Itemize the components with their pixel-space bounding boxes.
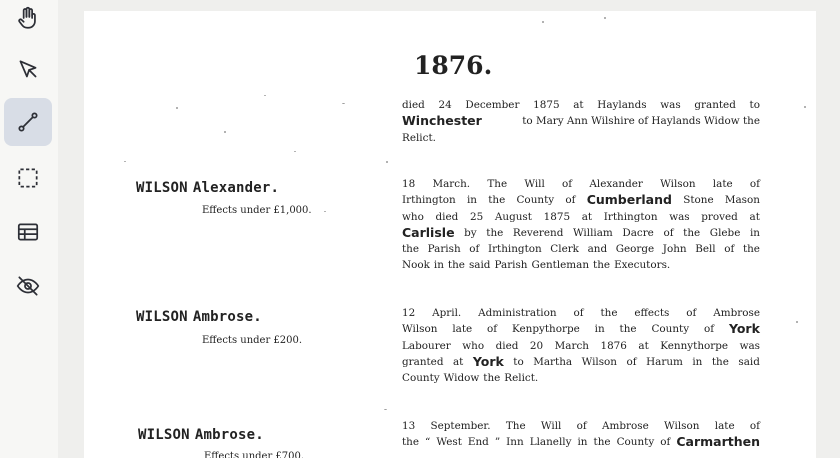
entry-word: at bbox=[749, 210, 760, 223]
entry-word: County bbox=[616, 436, 655, 449]
entry-word: Ambrose bbox=[713, 307, 760, 319]
entry-surname: WILSON bbox=[136, 309, 188, 325]
entry-surname: WILSON bbox=[138, 427, 190, 443]
entry-word: the bbox=[402, 436, 420, 449]
document-page bbox=[84, 11, 816, 458]
entry-surname: WILSON bbox=[136, 180, 188, 196]
entry-word: Haylands bbox=[597, 99, 647, 111]
entry-word: who bbox=[402, 210, 424, 223]
entry-line bbox=[402, 354, 760, 370]
entry-name bbox=[136, 306, 262, 325]
entry-line: Winchester to Mary Ann Wilshire of Haylands Widow the bbox=[402, 113, 760, 129]
entry-word: in bbox=[577, 436, 588, 449]
region-tool-button[interactable] bbox=[4, 154, 52, 202]
entry-word: to bbox=[749, 99, 760, 111]
entry-word: Dacre bbox=[622, 226, 654, 239]
entry-word: of bbox=[562, 178, 573, 190]
entry-text bbox=[402, 305, 760, 386]
entry-line bbox=[402, 209, 760, 225]
entry-word: was bbox=[669, 210, 690, 223]
cursor-icon bbox=[15, 57, 41, 83]
entry-word: of bbox=[626, 355, 637, 368]
entry-word: the bbox=[486, 226, 504, 239]
entry-word: of bbox=[565, 194, 576, 207]
entry-word: late bbox=[712, 178, 733, 190]
entry-word: who bbox=[462, 339, 485, 352]
entry-word: The bbox=[505, 420, 526, 432]
entry-effects: Effects under £700. bbox=[204, 451, 305, 458]
entry-line bbox=[402, 241, 760, 257]
entry-word: Executors. bbox=[614, 259, 671, 272]
entry-word: proved bbox=[701, 210, 738, 223]
entry-word: Parish bbox=[427, 243, 461, 256]
entry-word: and bbox=[587, 243, 608, 256]
entry-effects: Effects under £200. bbox=[202, 335, 303, 346]
entry-word: by bbox=[464, 226, 477, 239]
entry-word: Martha bbox=[533, 355, 573, 368]
entry-word: the bbox=[619, 323, 637, 336]
entry-word: Carmarthen bbox=[676, 434, 760, 450]
entry-given-name: Ambrose. bbox=[194, 427, 264, 443]
line-icon bbox=[15, 109, 41, 135]
entry-word: “ bbox=[425, 436, 431, 449]
entry-word: at bbox=[581, 210, 593, 223]
entry-word: in bbox=[466, 194, 477, 207]
entry-word: Alexander bbox=[589, 178, 643, 190]
entry-word: 18 bbox=[402, 178, 416, 190]
entry-word: Inn bbox=[506, 436, 524, 449]
entry-line bbox=[402, 305, 760, 321]
entry-line bbox=[402, 257, 760, 273]
entry-word: 12 bbox=[402, 307, 416, 319]
entry-word: 24 bbox=[438, 99, 452, 111]
entry-word: Wilson bbox=[581, 355, 618, 368]
entry-line bbox=[402, 225, 760, 241]
entry-word: the bbox=[402, 243, 420, 256]
entry-word: Relict. bbox=[504, 372, 539, 385]
entry-word: died bbox=[495, 339, 519, 352]
entry-word: March. bbox=[432, 178, 471, 190]
entry-word: 1875 bbox=[533, 99, 560, 111]
entry-word: the bbox=[488, 194, 506, 207]
entry-word: George bbox=[615, 243, 655, 256]
entry-word: York bbox=[728, 321, 760, 337]
entry-word: at bbox=[452, 355, 464, 368]
entry-word: Will bbox=[540, 420, 562, 432]
entry-name bbox=[138, 424, 264, 443]
entry-word: of bbox=[487, 323, 498, 336]
entry-word: County bbox=[516, 194, 555, 207]
entry-word: late bbox=[714, 420, 735, 432]
entry-word: Kenpythorpe bbox=[512, 323, 580, 336]
entry-word: of bbox=[663, 226, 674, 239]
entry-word: December bbox=[465, 99, 520, 111]
entry-word: of bbox=[703, 323, 715, 336]
entry-word: granted bbox=[402, 355, 444, 368]
hand-icon bbox=[15, 5, 41, 31]
entry-word: Clerk bbox=[550, 243, 579, 256]
entry-word: September. bbox=[430, 420, 491, 432]
entry-word: said bbox=[738, 355, 760, 368]
entry-word: effects bbox=[634, 307, 670, 319]
table-tool-button[interactable] bbox=[4, 208, 52, 256]
entry-word: the bbox=[593, 259, 611, 272]
entry-word: died bbox=[435, 210, 459, 223]
entry-word: the bbox=[600, 307, 618, 319]
entry-word: ” bbox=[494, 436, 501, 449]
entry-word: William bbox=[572, 226, 613, 239]
entry-word: the bbox=[447, 259, 465, 272]
entry-word: County bbox=[651, 323, 690, 336]
entry-word: the bbox=[742, 243, 760, 256]
entry-word: County bbox=[402, 372, 440, 385]
entry-word: Irthington bbox=[487, 243, 542, 256]
entry-word: Gentleman bbox=[531, 259, 590, 272]
line-tool-button[interactable] bbox=[4, 98, 52, 146]
entry-name bbox=[136, 177, 279, 196]
entry-line bbox=[402, 434, 760, 450]
entry-word: Carlisle bbox=[402, 224, 455, 240]
entry-word: March bbox=[554, 339, 589, 352]
entry-word: late bbox=[452, 323, 473, 336]
entry-word: Irthington bbox=[402, 194, 456, 207]
entry-word: was bbox=[660, 99, 681, 111]
entry-given-name: Alexander. bbox=[192, 180, 280, 196]
dashed-rect-icon bbox=[15, 165, 41, 191]
entry-word: died bbox=[402, 99, 425, 111]
entry-word: 1875 bbox=[543, 210, 571, 223]
entry-word: August bbox=[494, 210, 532, 223]
entry-word: 1876 bbox=[600, 339, 627, 352]
entry-word: of bbox=[660, 436, 671, 449]
entry-word: the bbox=[483, 372, 501, 385]
entry-word: The bbox=[487, 178, 508, 190]
entry-given-name: Ambrose. bbox=[192, 309, 262, 325]
entry-word: the bbox=[683, 226, 701, 239]
entry-word: 25 bbox=[469, 210, 484, 223]
entry-word: Parish bbox=[494, 259, 528, 272]
entry-line bbox=[402, 130, 760, 146]
entry-word: of bbox=[573, 307, 584, 319]
entry-word: Stone bbox=[683, 194, 714, 207]
entry-word: of bbox=[686, 307, 697, 319]
entry-word: Reverend bbox=[512, 226, 564, 239]
table-icon bbox=[15, 219, 41, 245]
entry-word: to bbox=[513, 355, 524, 368]
entry-word: of bbox=[749, 420, 760, 432]
entry-word: said bbox=[468, 259, 491, 272]
entry-word: West bbox=[436, 436, 462, 449]
entry-word: Harum bbox=[646, 355, 683, 368]
entry-word: of bbox=[724, 243, 735, 256]
entry-word: Bell bbox=[695, 243, 716, 256]
entry-word: John bbox=[662, 243, 687, 256]
entry-word: the bbox=[711, 355, 729, 368]
entry-line bbox=[402, 97, 760, 113]
entry-line bbox=[402, 418, 760, 434]
hide-tool-button[interactable] bbox=[4, 262, 52, 310]
entry-word: of bbox=[749, 178, 760, 190]
entry-word: in bbox=[749, 226, 760, 239]
entry-word: of bbox=[576, 420, 587, 432]
entry-word: in bbox=[433, 259, 444, 272]
entry-line bbox=[402, 338, 760, 354]
entry-word: in bbox=[594, 323, 605, 336]
entry-word: at bbox=[573, 99, 584, 111]
tool-sidebar bbox=[0, 0, 58, 458]
entry-word: Cumberland bbox=[586, 192, 672, 208]
entry-word: granted bbox=[694, 99, 736, 111]
entry-effects: Effects under £1,000. bbox=[202, 205, 312, 216]
entry-word: Mason bbox=[724, 194, 760, 207]
entry-word: April. bbox=[432, 307, 462, 319]
entry-word: Nook bbox=[402, 259, 430, 272]
entry-line bbox=[402, 321, 760, 337]
entry-word: Widow bbox=[443, 372, 480, 385]
entry-word: Labourer bbox=[402, 339, 451, 352]
entry-word: 20 bbox=[529, 339, 544, 352]
entry-word: Glebe bbox=[709, 226, 741, 239]
entry-word: Administration bbox=[478, 307, 557, 319]
entry-text bbox=[402, 176, 760, 274]
hand-tool-button[interactable] bbox=[4, 0, 52, 42]
page-year-heading: 1876. bbox=[414, 51, 493, 80]
entry-word: Ambrose bbox=[602, 420, 649, 432]
entry-word: Wilson bbox=[402, 323, 438, 336]
entry-word: at bbox=[638, 339, 649, 352]
select-tool-button[interactable] bbox=[4, 46, 52, 94]
entry-word: York bbox=[472, 353, 504, 369]
entry-word: Wilson bbox=[664, 420, 700, 432]
entry-text bbox=[402, 418, 760, 451]
continued-entry-text bbox=[402, 97, 760, 146]
entry-word: 13 bbox=[402, 420, 416, 432]
entry-word: Wilson bbox=[660, 178, 696, 190]
entry-word: the bbox=[593, 436, 611, 449]
entry-word: Kennythorpe bbox=[660, 339, 729, 352]
entry-word: was bbox=[739, 339, 760, 352]
entry-word: End bbox=[467, 436, 489, 449]
eye-off-icon bbox=[15, 273, 41, 299]
entry-line bbox=[402, 176, 760, 192]
entry-line bbox=[402, 370, 760, 386]
entry-word: Irthington bbox=[603, 210, 658, 223]
entry-word: in bbox=[692, 355, 703, 368]
entry-word: of bbox=[469, 243, 480, 256]
entry-line bbox=[402, 192, 760, 208]
entry-word: Relict. bbox=[402, 131, 436, 144]
entry-word: Llanelly bbox=[529, 436, 572, 449]
entry-word: Will bbox=[524, 178, 545, 190]
